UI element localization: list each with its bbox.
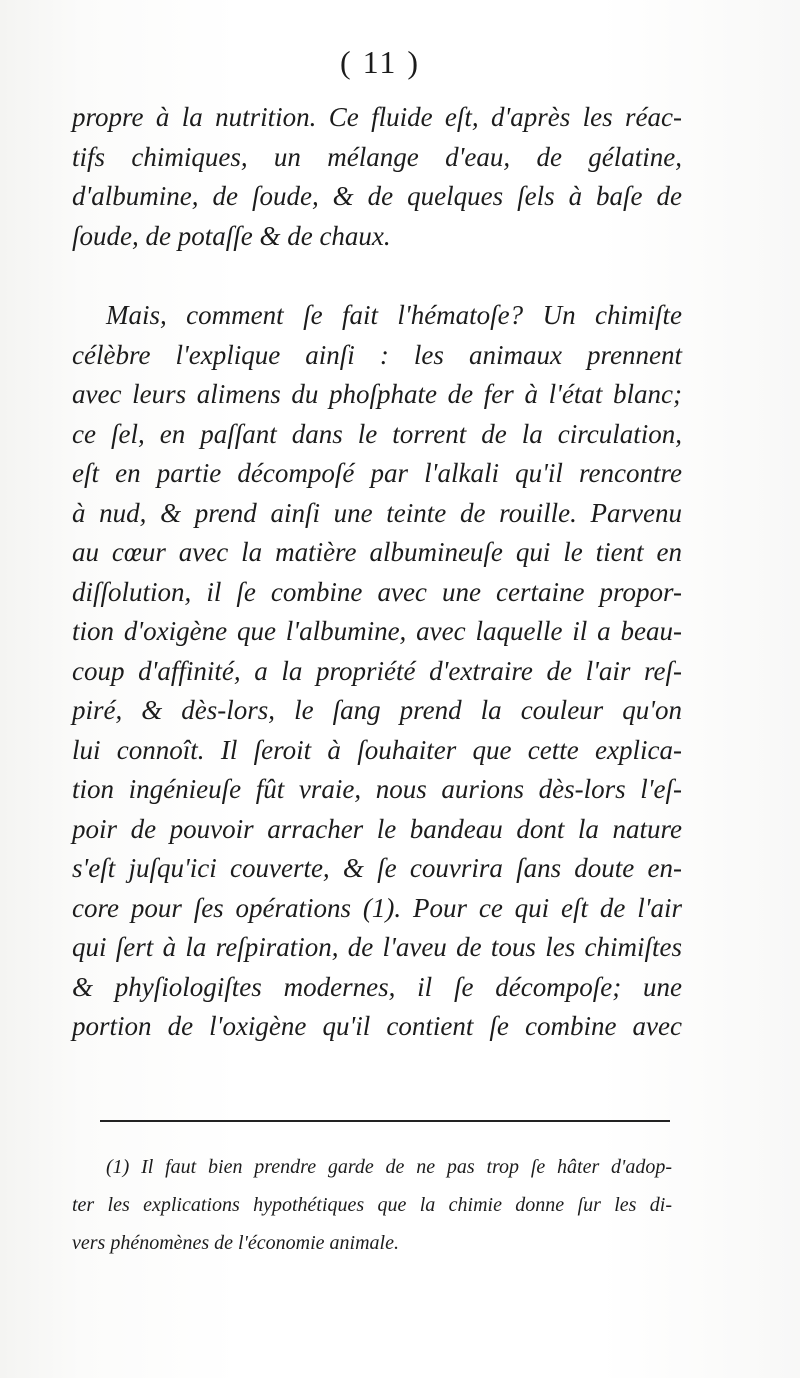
text-line: diſſolution, il ſe combine avec une certaine propor- [72,576,682,607]
text-line: poir de pouvoir arracher le bandeau dont la nature [72,813,682,844]
text-line: s'eſt juſqu'ici couverte, & ſe couvrira ſans doute en- [72,853,682,883]
text-line: avec leurs alimens du phoſphate de fer à l'état blanc; [72,379,682,409]
paragraph-1 [72,98,682,256]
text-line: tion d'oxigène que l'albumine, avec laquelle il a beau- [72,616,682,646]
text-line: ſoude, de potaſſe & de chaux. [72,220,391,251]
text-line: & phyſiologiſtes modernes, il ſe décompoſe; une [72,971,682,1002]
page-number: ( 11 ) [339,44,421,80]
text-line: tifs chimiques, un mélange d'eau, de gélatine, [72,141,682,172]
text-line: qui ſert à la reſpiration, de l'aveu de tous les chimiſtes [72,932,682,962]
footnote-line: (1) Il faut bien prendre garde de ne pas trop ſe hâter d'adop- [106,1156,672,1178]
text-line: ce ſel, en paſſant dans le torrent de la circulation, [72,418,682,449]
paragraph-2 [72,296,682,1047]
footnote-line: vers phénomènes de l'économie animale. [72,1232,399,1254]
text-line: tion ingénieuſe fût vraie, nous aurions dès-lors l'eſ- [72,774,682,804]
text-line: au cœur avec la matière albumineuſe qui le tient en [72,537,682,567]
footnote-rule [100,1120,670,1122]
text-line: lui connoît. Il ſeroit à ſouhaiter que cette explica- [72,734,682,765]
text-line: célèbre l'explique ainſi : les animaux prennent [72,339,682,370]
text-line: eſt en partie décompoſé par l'alkali qu'il rencontre [72,458,682,488]
text-line: propre à la nutrition. Ce fluide eſt, d'après les réac- [72,102,682,132]
text-line: portion de l'oxigène qu'il contient ſe combine avec [72,1011,682,1041]
footnote-line: ter les explications hypothétiques que la chimie donne ſur les di- [72,1194,672,1216]
text-line: piré, & dès-lors, le ſang prend la couleur qu'on [72,695,682,725]
text-line: Mais, comment ſe fait l'hématoſe? Un chimiſte [106,300,682,330]
text-line: core pour ſes opérations (1). Pour ce qui eſt de l'air [72,892,682,923]
text-line: à nud, & prend ainſi une teinte de rouille. Parvenu [72,497,682,528]
text-line: coup d'affinité, a la propriété d'extraire de l'air reſ- [72,655,682,686]
footnote [72,1148,672,1262]
text-line: d'albumine, de ſoude, & de quelques ſels à baſe de [72,181,682,211]
